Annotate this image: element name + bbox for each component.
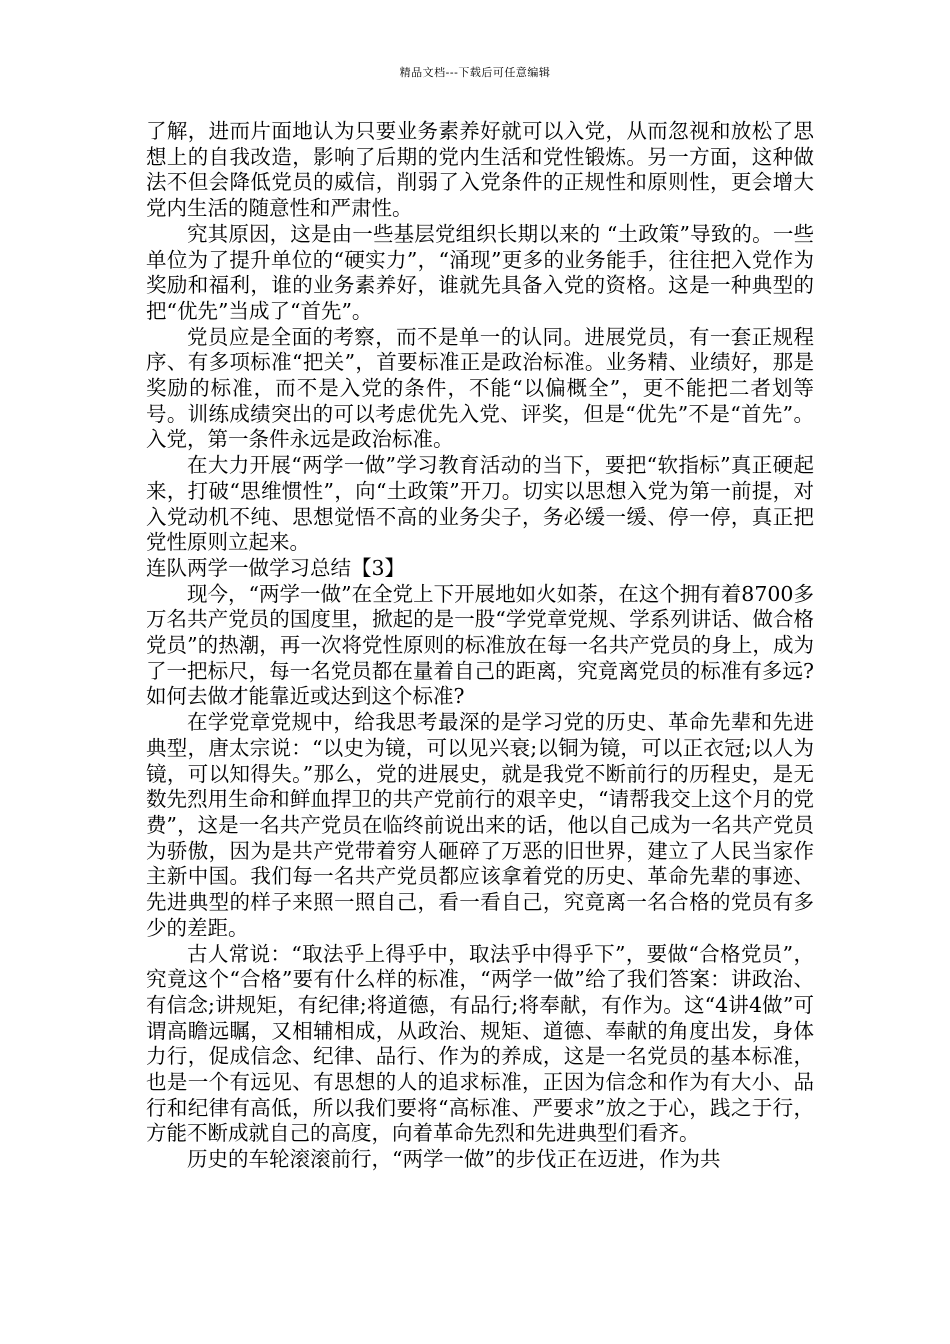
paragraph-7: 古人常说：“取法乎上得乎中，取法乎中得乎下”，要做“合格党员”，究竟这个“合格”要有什么样的标准，“两学一做”给了我们答案：讲政治、有信念;讲规矩，有纪律;将道德，有品行;将奉献，有作为。这“4讲4做”可谓高瞻远瞩，又相辅相成，从政治、规矩、道德、奉献的角度出发，身体力行，促成信念、纪律、品行、作为的养成，这是一名党员的基本标准，也是一个有远见、有思想的人的追求标准，正因为信念和作为有大小、品行和纪律有高低，所以我们要将“高标准、严要求”放之于心，践之于行，方能不断成就自己的高度，向着革命先烈和先进典型们看齐。 (146, 941, 814, 1146)
page-header: 精品文档---下载后可任意编辑 (399, 66, 551, 79)
paragraph-6: 在学党章党规中，给我思考最深的是学习党的历史、革命先辈和先进典型，唐太宗说：“以史为镜，可以见兴衰;以铜为镜，可以正衣冠;以人为镜，可以知得失。”那么，党的进展史，就是我党不断前行的历程史，是无数先烈用生命和鲜血捍卫的共产党前行的艰辛史，“请帮我交上这个月的党费”，这是一名共产党员在临终前说出来的话，他以自己成为一名共产党员为骄傲，因为是共产党带着穷人砸碎了万恶的旧世界，建立了人民当家作主新中国。我们每一名共产党员都应该拿着党的历史、革命先辈的事迹、先进典型的样子来照一照自己，看一看自己，究竟离一名合格的党员有多少的差距。 (146, 710, 814, 940)
paragraph-1: 了解，进而片面地认为只要业务素养好就可以入党，从而忽视和放松了思想上的自我改造，影响了后期的党内生活和党性锻炼。另一方面，这种做法不但会降低党员的威信，削弱了入党条件的正规性和原则性，更会增大党内生活的随意性和严肃性。 (146, 119, 814, 221)
paragraph-5: 现今，“两学一做”在全党上下开展地如火如荼，在这个拥有着8700多万名共产党员的国度里，掀起的是一股“学党章党规、学系列讲话、做合格党员”的热潮，再一次将党性原则的标准放在每一名共产党员的身上，成为了一把标尺，每一名党员都在量着自己的距离，究竟离党员的标准有多远?如何去做才能靠近或达到这个标准? (146, 581, 814, 709)
paragraph-2: 究其原因，这是由一些基层党组织长期以来的 “土政策”导致的。一些单位为了提升单位的“硬实力”，“涌现”更多的业务能手，往往把入党作为奖励和福利，谁的业务素养好，谁就先具备入党的资格。这是一种典型的把“优先”当成了“首先”。 (146, 221, 814, 323)
section-heading: 连队两学一做学习总结【3】 (146, 555, 406, 580)
paragraph-3: 党员应是全面的考察，而不是单一的认同。进展党员，有一套正规程序、有多项标准“把关”，首要标准正是政治标准。业务精、业绩好，那是奖励的标准，而不是入党的条件，不能“以偏概全”，更不能把二者划等号。训练成绩突出的可以考虑优先入党、评奖，但是“优先”不是“首先”。入党，第一条件永远是政治标准。 (146, 324, 814, 452)
paragraph-8: 历史的车轮滚滚前行，“两学一做”的步伐正在迈进，作为共 (187, 1147, 721, 1172)
paragraph-4: 在大力开展“两学一做”学习教育活动的当下，要把“软指标”真正硬起来，打破“思维惯性”，向“土政策”开刀。切实以思想入党为第一前提，对入党动机不纯、思想觉悟不高的业务尖子，务必缓一缓、停一停，真正把党性原则立起来。 (146, 453, 814, 555)
document-body (146, 119, 814, 1173)
